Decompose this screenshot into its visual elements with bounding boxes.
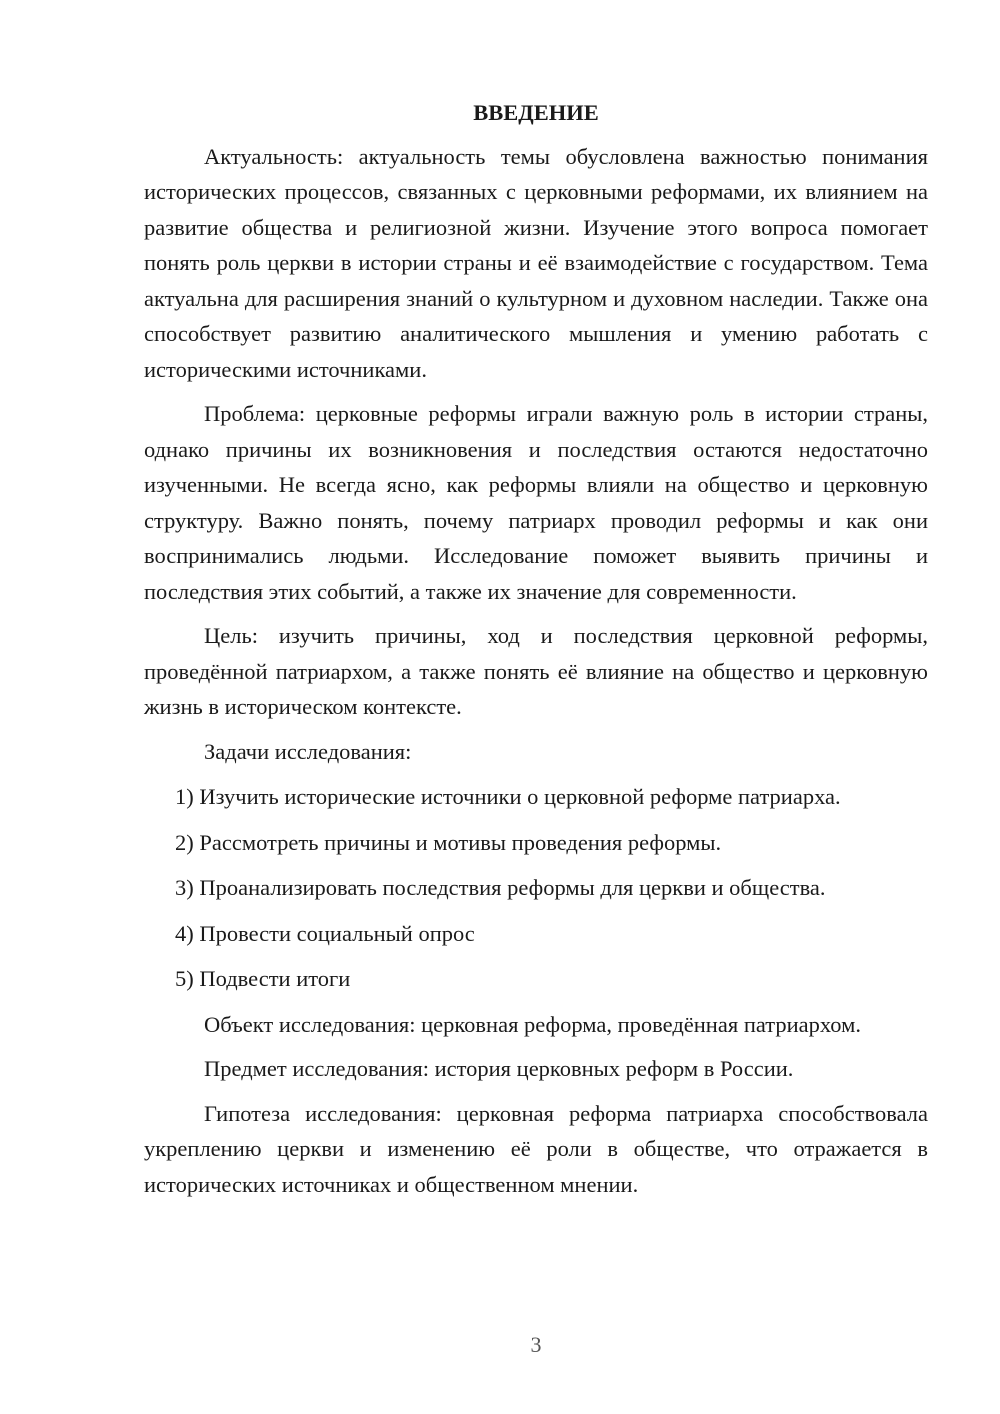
problem-paragraph: Проблема: церковные реформы играли важную роль в истории страны, однако причины их возникновения и последствия остаются недостаточно изученными. Не всегда ясно, как реформы влияли на общество и церковную структуру. Важно понять, почему патриарх проводил реформы и как они воспринимались людьми. Исследование поможет выявить причины и последствия этих событий, а также их значение для современности.	[144, 401, 928, 604]
task-item: 1) Изучить исторические источники о церковной реформе патриарха.	[175, 784, 841, 809]
relevance-paragraph: Актуальность: актуальность темы обусловлена важностью понимания исторических процессов, связанных с церковными реформами, их влиянием на развитие общества и религиозной жизни. Изучение этого вопроса помогает понять роль церкви в истории страны и её взаимодействие с государством. Тема актуальна для расширения знаний о культурном и духовном наследии. Также она способствует развитию аналитического мышления и умению работать с историческими источниками.	[144, 143, 928, 382]
object-paragraph: Объект исследования: церковная реформа, проведённая патриархом.	[204, 1011, 861, 1037]
task-item: 4) Провести социальный опрос	[175, 920, 475, 946]
page-number: 3	[530, 1332, 542, 1357]
task-item: 2) Рассмотреть причины и мотивы проведения реформы.	[175, 829, 722, 855]
task-item: 5) Подвести итоги	[175, 966, 351, 991]
subject-paragraph: Предмет исследования: история церковных реформ в России.	[204, 1056, 794, 1081]
tasks-title: Задачи исследования:	[204, 738, 412, 764]
tasks-list	[144, 779, 928, 997]
hypothesis-paragraph: Гипотеза исследования: церковная реформа патриарха способствовала укреплению церкви и изменению её роли в обществе, что отражается в исторических источниках и общественном мнении.	[144, 1100, 928, 1197]
page-body	[144, 95, 928, 1202]
goal-paragraph: Цель: изучить причины, ход и последствия церковной реформы, проведённой патриархом, а также понять её влияние на общество и церковную жизнь в историческом контексте.	[144, 623, 928, 719]
task-item: 3) Проанализировать последствия реформы для церкви и общества.	[175, 875, 826, 900]
page-title: ВВЕДЕНИЕ	[473, 100, 599, 125]
